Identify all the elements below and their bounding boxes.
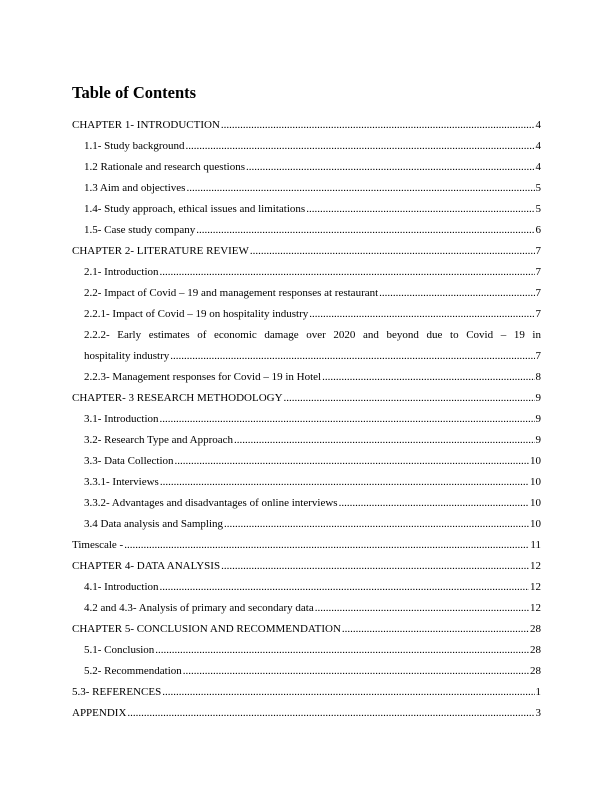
toc-entry-page: 7 <box>535 308 541 320</box>
toc-entry-3-2[interactable] <box>72 430 541 451</box>
toc-entry-label: CHAPTER- 3 RESEARCH METHODOLOGY <box>72 392 283 404</box>
toc-entry-label: 2.1- Introduction <box>84 266 159 278</box>
toc-title: Table of Contents <box>72 83 197 102</box>
toc-entry-2-2-3[interactable] <box>72 367 541 388</box>
toc-entry-page: 9 <box>535 413 541 425</box>
toc-entry-page: 8 <box>535 371 541 383</box>
toc-entry-label: 1.2 Rationale and research questions <box>84 161 245 173</box>
toc-entry-label: 3.4 Data analysis and Sampling <box>84 518 224 530</box>
toc-entry-page: 12 <box>530 560 541 572</box>
toc-entry-chapter-1[interactable] <box>72 115 541 136</box>
toc-entry-label: 2.2- Impact of Covid – 19 and management responses at restaurant <box>84 287 379 299</box>
toc-entry-label: 3.1- Introduction <box>84 413 159 425</box>
toc-entry-label: CHAPTER 1- INTRODUCTION <box>72 119 220 131</box>
toc-entry-references[interactable] <box>72 682 541 703</box>
toc-entry-page: 3 <box>535 707 541 719</box>
toc-entry-page: 5 <box>535 203 541 215</box>
toc-entry-page: 9 <box>535 434 541 446</box>
toc-entry-1-1[interactable] <box>72 136 541 157</box>
toc-entry-1-4[interactable] <box>72 199 541 220</box>
toc-entry-label-line1: 2.2.2- Early estimates of economic damage over 2020 and beyond due to Covid – 19 in <box>84 329 541 341</box>
toc-entry-page: 10 <box>530 497 541 509</box>
toc-entry-1-2[interactable] <box>72 157 541 178</box>
toc-entry-label: 2.2.3- Management responses for Covid – 19 in Hotel <box>84 371 322 383</box>
toc-entry-label: APPENDIX <box>72 707 127 719</box>
toc-entry-4-1[interactable] <box>72 577 541 598</box>
toc-entry-label: 3.3.1- Interviews <box>84 476 159 488</box>
toc-entry-page: 7 <box>535 266 541 278</box>
toc-entry-page: 11 <box>530 539 541 551</box>
toc-list <box>72 115 541 724</box>
toc-entry-chapter-2[interactable] <box>72 241 541 262</box>
toc-entry-page: 12 <box>530 581 541 593</box>
toc-entry-page: 10 <box>530 455 541 467</box>
toc-entry-label: 1.1- Study background <box>84 140 185 152</box>
toc-entry-1-3[interactable] <box>72 178 541 199</box>
toc-entry-page: 7 <box>535 245 541 257</box>
toc-entry-3-1[interactable] <box>72 409 541 430</box>
toc-entry-label: 3.3.2- Advantages and disadvantages of online interviews <box>84 497 338 509</box>
toc-entry-page: 4 <box>535 161 541 173</box>
toc-entry-label: 1.5- Case study company <box>84 224 196 236</box>
toc-entry-label: 5.3- REFERENCES <box>72 686 162 698</box>
toc-entry-3-3-2[interactable] <box>72 493 541 514</box>
toc-entry-page: 9 <box>535 392 541 404</box>
toc-entry-chapter-5[interactable] <box>72 619 541 640</box>
toc-entry-label: 2.2.1- Impact of Covid – 19 on hospitality industry <box>84 308 309 320</box>
toc-entry-2-1[interactable] <box>72 262 541 283</box>
toc-entry-5-1[interactable] <box>72 640 541 661</box>
toc-entry-page: 5 <box>535 182 541 194</box>
toc-entry-page: 28 <box>530 623 541 635</box>
toc-entry-label: CHAPTER 2- LITERATURE REVIEW <box>72 245 249 257</box>
toc-entry-2-2[interactable] <box>72 283 541 304</box>
toc-entry-page: 28 <box>530 665 541 677</box>
toc-entry-page: 7 <box>535 350 541 362</box>
toc-entry-page: 10 <box>530 518 541 530</box>
toc-entry-page: 4 <box>535 140 541 152</box>
toc-entry-page: 28 <box>530 644 541 656</box>
toc-entry-page: 4 <box>535 119 541 131</box>
toc-entry-page: 1 <box>535 686 541 698</box>
toc-entry-label: 1.4- Study approach, ethical issues and limitations <box>84 203 306 215</box>
toc-entry-1-5[interactable] <box>72 220 541 241</box>
toc-entry-label: 3.2- Research Type and Approach <box>84 434 234 446</box>
toc-entry-label: 5.2- Recommendation <box>84 665 182 677</box>
toc-entry-3-4[interactable] <box>72 514 541 535</box>
toc-entry-label: 1.3 Aim and objectives <box>84 182 186 194</box>
toc-entry-page: 12 <box>530 602 541 614</box>
toc-entry-2-2-2[interactable] <box>72 325 541 367</box>
toc-entry-page: 7 <box>535 287 541 299</box>
toc-entry-page: 10 <box>530 476 541 488</box>
toc-entry-4-2-4-3[interactable] <box>72 598 541 619</box>
toc-entry-label: 4.1- Introduction <box>84 581 159 593</box>
toc-entry-5-2[interactable] <box>72 661 541 682</box>
toc-entry-label: CHAPTER 5- CONCLUSION AND RECOMMENDATION <box>72 623 341 635</box>
toc-entry-label: 3.3- Data Collection <box>84 455 174 467</box>
toc-entry-label: Timescale - <box>72 539 124 551</box>
toc-entry-label: CHAPTER 4- DATA ANALYSIS <box>72 560 221 572</box>
toc-entry-timescale[interactable] <box>72 535 541 556</box>
toc-entry-label: 5.1- Conclusion <box>84 644 155 656</box>
toc-entry-chapter-3[interactable] <box>72 388 541 409</box>
toc-entry-label-line2: hospitality industry <box>84 350 170 362</box>
toc-entry-3-3-1[interactable] <box>72 472 541 493</box>
toc-entry-2-2-1[interactable] <box>72 304 541 325</box>
toc-entry-chapter-4[interactable] <box>72 556 541 577</box>
toc-entry-label: 4.2 and 4.3- Analysis of primary and secondary data <box>84 602 314 614</box>
toc-entry-3-3[interactable] <box>72 451 541 472</box>
toc-entry-appendix[interactable] <box>72 703 541 724</box>
toc-entry-page: 6 <box>535 224 541 236</box>
